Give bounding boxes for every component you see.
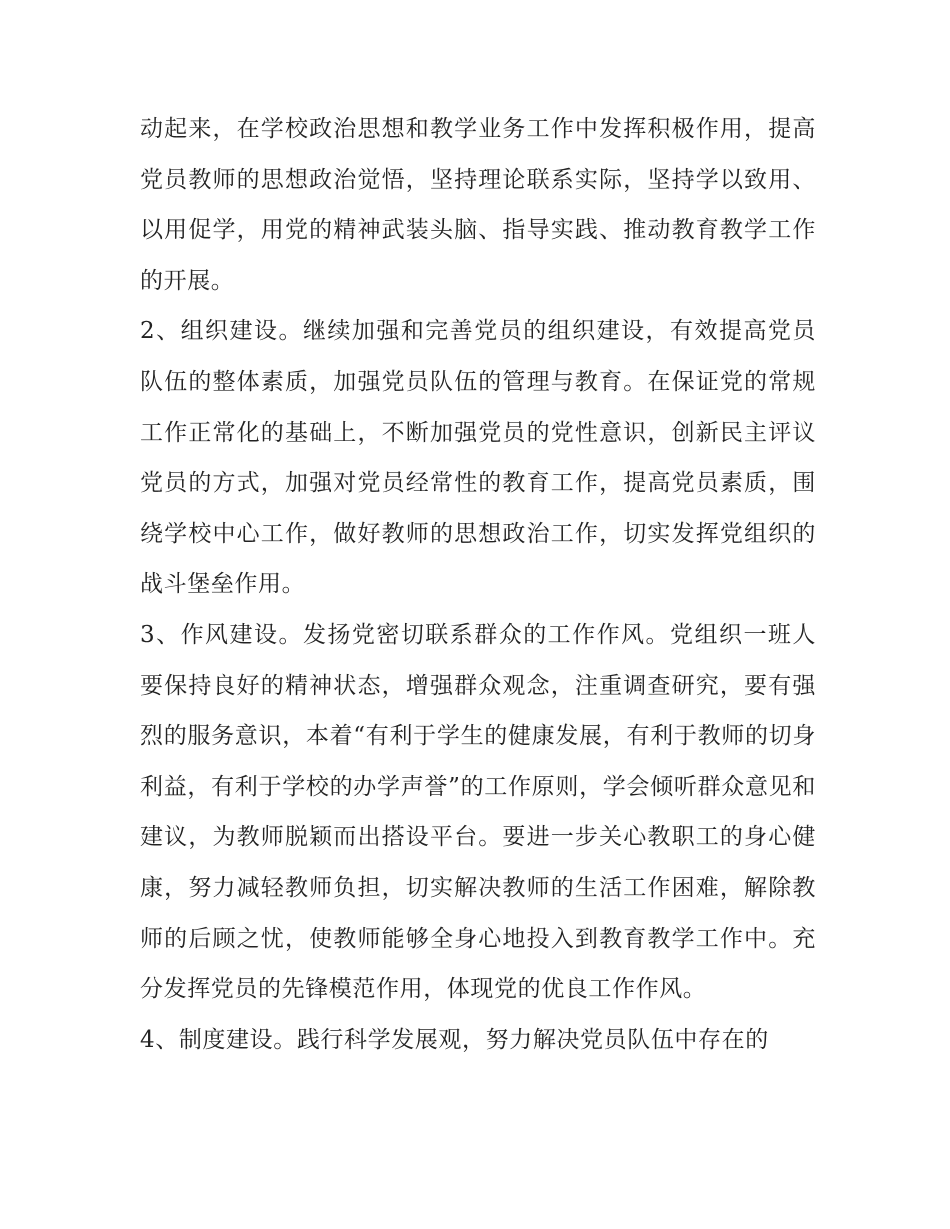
paragraph-organization-building: 2、组织建设。继续加强和完善党员的组织建设，有效提高党员队伍的整体素质，加强党员队伍的管理与教育。在保证党的常规工作正常化的基础上，不断加强党员的党性意识，创新民主评议党员的方式，加强对党员经常性的教育工作，提高党员素质，围绕学校中心工作，做好教师的思想政治工作，切实发挥党组织的战斗堡垒作用。 bbox=[140, 318, 816, 598]
paragraph-work-style-building: 3、作风建设。发扬党密切联系群众的工作作风。党组织一班人要保持良好的精神状态，增强群众观念，注重调查研究，要有强烈的服务意识，本着“有利于学生的健康发展，有利于教师的切身利益，有利于学校的办学声誉”的工作原则，学会倾听群众意见和建议，为教师脱颖而出搭设平台。要进一步关心教职工的身心健康，努力减轻教师负担，切实解决教师的生活工作困难，解除教师的后顾之忧，使教师能够全身心地投入到教育教学工作中。充分发挥党员的先锋模范作用，体现党的优良工作作风。 bbox=[140, 621, 816, 1003]
document-body bbox=[140, 104, 816, 1065]
paragraph-system-building: 4、制度建设。践行科学发展观，努力解决党员队伍中存在的 bbox=[140, 1026, 769, 1053]
paragraph-continuation: 动起来，在学校政治思想和教学业务工作中发挥积极作用，提高党员教师的思想政治觉悟，坚持理论联系实际，坚持学以致用、以用促学，用党的精神武装头脑、指导实践、推动教育教学工作的开展。 bbox=[140, 116, 816, 294]
